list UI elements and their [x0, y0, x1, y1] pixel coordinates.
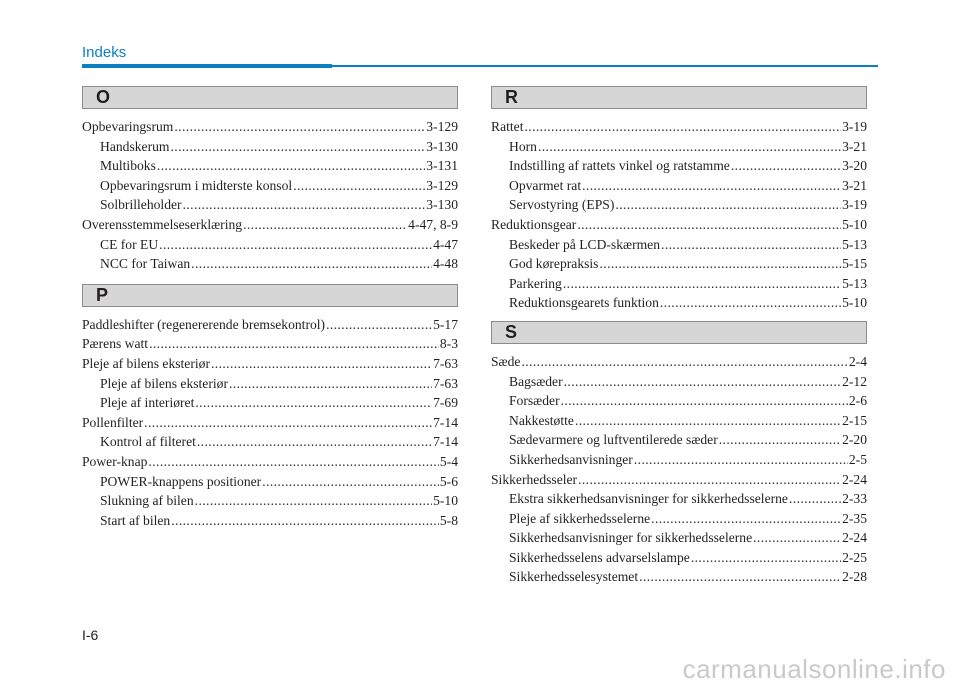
index-page-ref: 3-131: [426, 158, 458, 174]
index-entry: [82, 254, 458, 274]
section-entries-p: [82, 315, 458, 531]
section-entries-o: [82, 117, 458, 274]
index-entry: [491, 274, 867, 294]
index-entry: [82, 235, 458, 255]
index-page-ref: 2-33: [842, 491, 867, 507]
dot-leader: [197, 432, 432, 452]
dot-leader: [174, 117, 425, 137]
section-letter-r: R: [505, 87, 518, 107]
index-page-ref: 2-20: [842, 432, 867, 448]
index-entry: [491, 391, 867, 411]
index-page-ref: 3-130: [426, 197, 458, 213]
index-term: NCC for Taiwan: [100, 256, 191, 272]
index-entry: [82, 315, 458, 335]
index-page-ref: 7-69: [433, 395, 458, 411]
dot-leader: [599, 254, 841, 274]
index-page-ref: 7-14: [433, 434, 458, 450]
index-entry: [491, 450, 867, 470]
index-entry: [491, 235, 867, 255]
dot-leader: [561, 391, 848, 411]
section-entries-r: [491, 117, 867, 313]
dot-leader: [731, 156, 841, 176]
index-page-ref: 5-4: [439, 453, 458, 469]
index-entry: [82, 511, 458, 531]
index-term: Paddleshifter (regenererende bremsekontrol): [82, 316, 326, 332]
index-page-ref: 5-10: [842, 295, 867, 311]
index-entry: [491, 176, 867, 196]
index-term: Power-knap: [82, 453, 148, 469]
dot-leader: [149, 334, 439, 354]
index-page-ref: 3-19: [842, 197, 867, 213]
index-term: Pleje af sikkerhedsselerne: [509, 510, 651, 526]
dot-leader: [195, 393, 432, 413]
index-page-ref: 5-17: [433, 316, 458, 332]
index-entry: [491, 156, 867, 176]
dot-leader: [719, 430, 841, 450]
index-column-right: [491, 86, 867, 587]
index-term: Sæde: [491, 353, 521, 369]
index-page-ref: 2-25: [842, 549, 867, 565]
section-header-s: [491, 321, 867, 344]
dot-leader: [660, 293, 841, 313]
index-entry: [82, 393, 458, 413]
index-entry: [82, 491, 458, 511]
section-header-r: [491, 86, 867, 109]
dot-leader: [578, 470, 841, 490]
section-header-p: [82, 284, 458, 307]
index-page-ref: 5-15: [842, 256, 867, 272]
index-page-ref: 2-24: [842, 471, 867, 487]
dot-leader: [159, 235, 432, 255]
index-entry: [491, 509, 867, 529]
dot-leader: [326, 315, 432, 335]
section-entries-s: [491, 352, 867, 587]
index-page-ref: 2-6: [848, 393, 867, 409]
index-term: Reduktionsgearets funktion: [509, 295, 659, 311]
index-entry: [491, 215, 867, 235]
section-letter-o: O: [96, 87, 111, 107]
index-entry: [82, 432, 458, 452]
index-page-ref: 3-129: [426, 119, 458, 134]
index-term: Opvarmet rat: [509, 177, 582, 193]
index-term: Pærens watt: [82, 336, 149, 352]
index-term: God kørepraksis: [509, 256, 599, 272]
index-term: Kontrol af filteret: [100, 434, 196, 450]
index-page-ref: 2-15: [842, 412, 867, 428]
dot-leader: [789, 489, 841, 509]
index-entry: [491, 548, 867, 568]
index-term: Nakkestøtte: [509, 412, 574, 428]
header-rule-thick: [82, 64, 332, 68]
index-entry: [491, 430, 867, 450]
index-page-ref: 8-3: [439, 336, 458, 352]
dot-leader: [651, 509, 841, 529]
index-term: Pleje af interiøret: [100, 395, 195, 411]
index-entry: [491, 372, 867, 392]
dot-leader: [564, 372, 841, 392]
dot-leader: [157, 156, 425, 176]
dot-leader: [262, 472, 439, 492]
index-term: Pollenfilter: [82, 414, 144, 430]
dot-leader: [293, 176, 425, 196]
index-entry: [82, 156, 458, 176]
index-term: Sikkerhedsseler: [491, 471, 578, 487]
index-entry: [491, 489, 867, 509]
index-term: Servostyring (EPS): [509, 197, 615, 213]
index-page-ref: 3-129: [426, 177, 458, 193]
index-page-ref: 3-130: [426, 138, 458, 154]
index-page-ref: 7-63: [433, 375, 458, 391]
index-page-ref: 5-8: [439, 512, 458, 528]
index-term: Sikkerhedsselens advarselslampe: [509, 549, 690, 565]
dot-leader: [191, 254, 432, 274]
index-entry: [82, 137, 458, 157]
index-entry: [82, 472, 458, 492]
index-entry: [491, 470, 867, 490]
index-entry: [491, 528, 867, 548]
index-entry: [82, 452, 458, 472]
index-page-ref: 5-10: [842, 216, 867, 232]
index-term: Opbevaringsrum i midterste konsol: [100, 177, 293, 193]
index-term: Solbrilleholder: [100, 197, 182, 213]
index-page-ref: 2-28: [842, 569, 867, 585]
dot-leader: [171, 511, 439, 531]
index-term: Parkering: [509, 275, 562, 291]
index-page-ref: 7-14: [433, 414, 458, 430]
dot-leader: [691, 548, 841, 568]
index-term: Horn: [509, 138, 537, 154]
dot-leader: [243, 215, 407, 235]
index-entry: [82, 413, 458, 433]
index-page-ref: 2-4: [848, 353, 867, 369]
index-term: Sikkerhedsanvisninger: [509, 451, 633, 467]
index-entry: [82, 354, 458, 374]
index-entry: [82, 117, 458, 137]
dot-leader: [753, 528, 841, 548]
index-page-ref: 2-24: [842, 530, 867, 546]
dot-leader: [195, 491, 432, 511]
dot-leader: [521, 352, 847, 372]
section-letter-s: S: [505, 321, 518, 342]
index-entry: [491, 352, 867, 372]
dot-leader: [575, 411, 841, 431]
index-term: Forsæder: [509, 393, 560, 409]
index-entry: [82, 215, 458, 235]
index-page-ref: 4-47: [433, 236, 458, 252]
index-page-ref: 5-6: [439, 473, 458, 489]
index-entry: [491, 137, 867, 157]
index-page-ref: 4-47, 8-9: [408, 216, 458, 232]
index-entry: [82, 176, 458, 196]
dot-leader: [183, 195, 426, 215]
index-page-ref: 2-5: [848, 451, 867, 467]
index-entry: [491, 254, 867, 274]
page-number: I-6: [82, 627, 99, 643]
index-page-ref: 5-13: [842, 236, 867, 252]
dot-leader: [144, 413, 432, 433]
page-header-title: Indeks: [82, 44, 127, 61]
index-page-ref: 2-35: [842, 510, 867, 526]
index-entry: [82, 374, 458, 394]
dot-leader: [634, 450, 848, 470]
index-page-ref: 3-21: [842, 177, 867, 193]
dot-leader: [538, 137, 841, 157]
dot-leader: [615, 195, 841, 215]
index-entry: [82, 195, 458, 215]
index-term: Ekstra sikkerhedsanvisninger for sikkerhedsselerne: [509, 491, 788, 507]
dot-leader: [577, 215, 841, 235]
index-column-left: [82, 86, 458, 530]
index-term: Start af bilen: [100, 512, 171, 528]
index-term: Sikkerhedsanvisninger for sikkerhedsselerne: [509, 530, 753, 546]
index-entry: [491, 411, 867, 431]
index-term: CE for EU: [100, 236, 159, 252]
index-page-ref: 3-20: [842, 158, 867, 174]
index-term: Sikkerhedsselesystemet: [509, 569, 639, 585]
index-term: Reduktionsgear: [491, 216, 577, 232]
index-entry: [491, 117, 867, 137]
section-letter-p: P: [96, 284, 109, 305]
index-page-ref: 2-12: [842, 373, 867, 389]
index-entry: [491, 195, 867, 215]
index-page-ref: 3-19: [842, 119, 867, 134]
dot-leader: [582, 176, 841, 196]
index-page-ref: 4-48: [433, 256, 458, 272]
index-page-ref: 3-21: [842, 138, 867, 154]
index-page-ref: 5-13: [842, 275, 867, 291]
index-term: Slukning af bilen: [100, 493, 194, 509]
dot-leader: [170, 137, 425, 157]
index-term: Bagsæder: [509, 373, 563, 389]
dot-leader: [211, 354, 432, 374]
dot-leader: [639, 567, 841, 587]
index-term: Pleje af bilens eksteriør: [82, 355, 210, 371]
index-term: Opbevaringsrum: [82, 119, 174, 134]
dot-leader: [661, 235, 841, 255]
index-term: Beskeder på LCD-skærmen: [509, 236, 661, 252]
index-entry: [491, 567, 867, 587]
index-term: Rattet: [491, 119, 524, 134]
dot-leader: [524, 117, 841, 137]
index-term: Multiboks: [100, 158, 156, 174]
index-term: Overensstemmelseserklæring: [82, 216, 243, 232]
index-term: Pleje af bilens eksteriør: [100, 375, 228, 391]
index-page-ref: 7-63: [433, 355, 458, 371]
dot-leader: [148, 452, 438, 472]
index-term: Indstilling af rattets vinkel og ratstamme: [509, 158, 730, 174]
index-term: Sædevarmere og luftventilerede sæder: [509, 432, 718, 448]
dot-leader: [229, 374, 432, 394]
index-entry: [491, 293, 867, 313]
index-entry: [82, 334, 458, 354]
index-term: POWER-knappens positioner: [100, 473, 262, 489]
watermark: carmanualsonline.info: [682, 654, 946, 684]
section-header-o: [82, 86, 458, 109]
dot-leader: [563, 274, 841, 294]
index-page-ref: 5-10: [433, 493, 458, 509]
index-term: Handskerum: [100, 138, 170, 154]
header-rule-thin: [332, 65, 878, 67]
